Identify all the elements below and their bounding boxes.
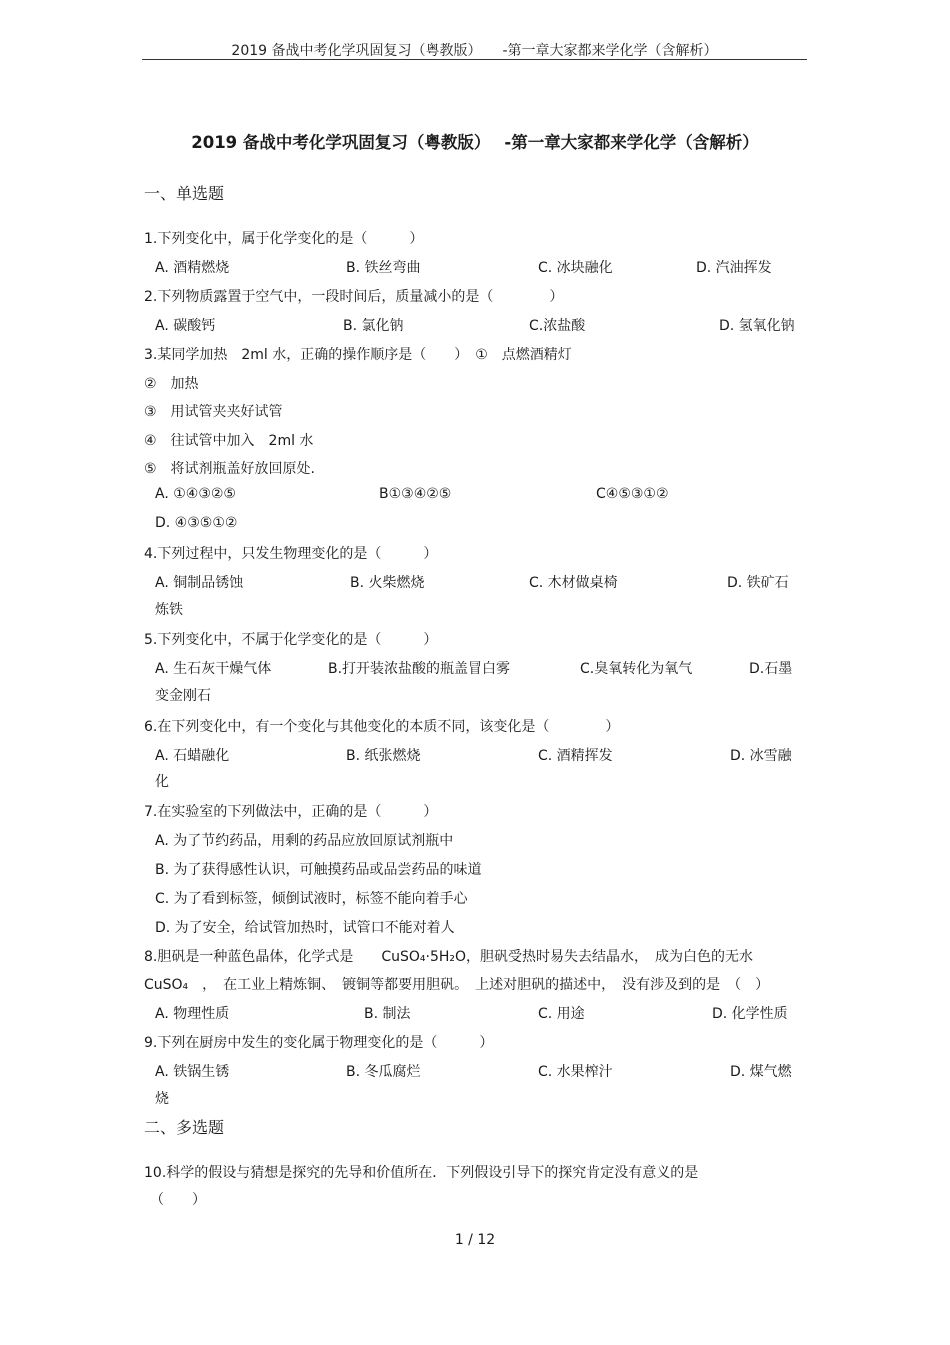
question-4-stem: 4.下列过程中，只发生物理变化的是（ ） [144, 546, 438, 562]
question-3-option-c: C④⑤③①② [596, 486, 669, 502]
question-8-option-d: D. 化学性质 [712, 1006, 788, 1022]
question-6-option-d-continued: 化 [155, 774, 169, 790]
question-8-stem-line-2: CuSO₄ ， 在工业上精炼铜、 镀铜等都要用胆矾。 上述对胆矾的描述中， 没有涉及到的是 （ ） [144, 977, 770, 993]
question-6-option-b: B. 纸张燃烧 [346, 748, 421, 764]
header-rule [142, 59, 807, 60]
question-7-option-d: D. 为了安全，给试管加热时，试管口不能对着人 [155, 920, 455, 936]
question-3-step-5: ⑤ 将试剂瓶盖好放回原处. [144, 461, 316, 477]
question-9-stem: 9.下列在厨房中发生的变化属于物理变化的是（ ） [144, 1035, 494, 1051]
question-6-option-d: D. 冰雪融 [730, 748, 792, 764]
page-number: 1 / 12 [454, 1232, 496, 1248]
question-6-option-c: C. 酒精挥发 [538, 748, 613, 764]
question-10-stem: 10.科学的假设与猜想是探究的先导和价值所在．下列假设引导下的探究肯定没有意义的是 [144, 1165, 699, 1181]
question-1-option-a: A. 酒精燃烧 [155, 260, 230, 276]
question-4-option-d: D. 铁矿石 [727, 575, 789, 591]
question-8-option-b: B. 制法 [364, 1006, 411, 1022]
question-6-option-a: A. 石蜡融化 [155, 748, 230, 764]
question-6-stem: 6.在下列变化中，有一个变化与其他变化的本质不同，该变化是（ ） [144, 719, 620, 735]
question-9-option-b: B. 冬瓜腐烂 [346, 1064, 421, 1080]
question-7-stem: 7.在实验室的下列做法中，正确的是（ ） [144, 804, 438, 820]
question-3-option-d: D. ④③⑤①② [155, 515, 238, 531]
question-3-step-4: ④ 往试管中加入 2ml 水 [144, 433, 314, 449]
section-heading-single-choice: 一、单选题 [144, 184, 225, 203]
question-10-stem-continued: （ ） [150, 1192, 206, 1208]
question-4-option-c: C. 木材做桌椅 [529, 575, 618, 591]
question-9-option-d-continued: 烧 [155, 1091, 169, 1107]
question-5-option-b: B.打开装浓盐酸的瓶盖冒白雾 [328, 661, 511, 677]
question-5-option-d: D.石墨 [749, 661, 793, 677]
question-9-option-c: C. 水果榨汁 [538, 1064, 613, 1080]
question-9-option-a: A. 铁锅生锈 [155, 1064, 230, 1080]
question-5-option-c: C.臭氧转化为氧气 [580, 661, 693, 677]
running-header: 2019 备战中考化学巩固复习（粤教版） -第一章大家都来学化学（含解析） [231, 43, 718, 59]
question-7-option-a: A. 为了节约药品，用剩的药品应放回原试剂瓶中 [155, 833, 454, 849]
question-3-option-b: B①③④②⑤ [379, 486, 452, 502]
question-4-option-a: A. 铜制品锈蚀 [155, 575, 244, 591]
question-8-option-a: A. 物理性质 [155, 1006, 230, 1022]
question-5-stem: 5.下列变化中，不属于化学变化的是（ ） [144, 632, 438, 648]
question-1-stem: 1.下列变化中，属于化学变化的是（ ） [144, 231, 424, 247]
question-5-option-d-continued: 变金刚石 [155, 688, 211, 704]
section-heading-multiple-choice: 二、多选题 [144, 1118, 225, 1137]
question-8-option-c: C. 用途 [538, 1006, 585, 1022]
question-2-stem: 2.下列物质露置于空气中，一段时间后，质量减小的是（ ） [144, 289, 564, 305]
question-1-option-b: B. 铁丝弯曲 [346, 260, 421, 276]
question-9-option-d: D. 煤气燃 [730, 1064, 792, 1080]
question-2-option-b: B. 氯化钠 [343, 318, 404, 334]
question-8-stem-line-1: 8.胆矾是一种蓝色晶体，化学式是 CuSO₄·5H₂O，胆矾受热时易失去结晶水， 成为白色的无水 [144, 949, 754, 965]
question-3-stem: 3.某同学加热 2ml 水，正确的操作顺序是（ ） ① 点燃酒精灯 [144, 347, 572, 363]
question-7-option-c: C. 为了看到标签，倾倒试液时，标签不能向着手心 [155, 891, 468, 907]
question-2-option-a: A. 碳酸钙 [155, 318, 216, 334]
question-4-option-b: B. 火柴燃烧 [350, 575, 425, 591]
question-3-step-2: ② 加热 [144, 376, 199, 392]
question-2-option-d: D. 氢氧化钠 [719, 318, 795, 334]
question-1-option-c: C. 冰块融化 [538, 260, 613, 276]
question-4-option-d-continued: 炼铁 [155, 602, 183, 618]
question-5-option-a: A. 生石灰干燥气体 [155, 661, 272, 677]
question-2-option-c: C.浓盐酸 [529, 318, 586, 334]
question-1-option-d: D. 汽油挥发 [696, 260, 772, 276]
question-7-option-b: B. 为了获得感性认识，可触摸药品或品尝药品的味道 [155, 862, 482, 878]
question-3-step-3: ③ 用试管夹夹好试管 [144, 404, 283, 420]
document-title: 2019 备战中考化学巩固复习（粤教版） -第一章大家都来学化学（含解析） [191, 133, 759, 152]
question-3-option-a: A. ①④③②⑤ [155, 486, 236, 502]
